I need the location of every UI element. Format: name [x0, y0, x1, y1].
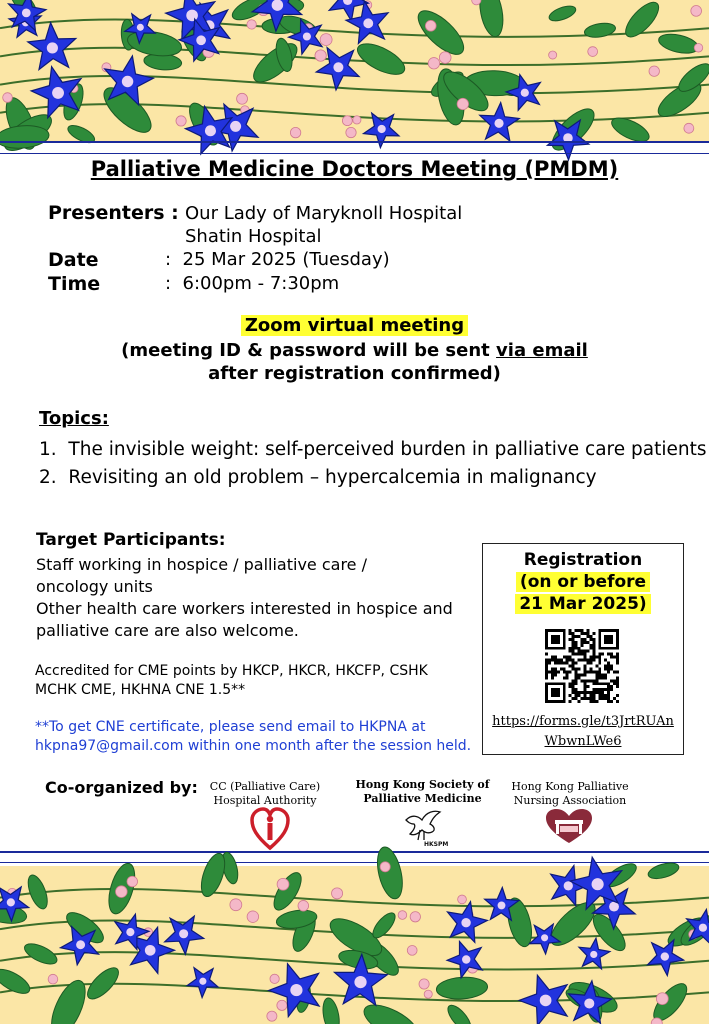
bud-icon [424, 990, 432, 998]
via-email-text: via email [496, 340, 588, 361]
top-floral-banner [0, 0, 709, 141]
bud-icon [48, 974, 58, 984]
time-label: Time [48, 273, 101, 295]
flower-center [461, 918, 470, 927]
flower-center [7, 898, 15, 906]
organizer-3-name: Hong Kong Palliative Nursing Association [511, 780, 629, 807]
participants-heading: Target Participants: [36, 530, 226, 550]
bud-icon [458, 895, 467, 904]
floral-pattern-bottom [0, 866, 709, 1024]
cne-note-line-2: hkpna97@gmail.com within one month after the session held. [35, 738, 472, 754]
flower-center [230, 121, 241, 132]
topic-2: 2. Revisiting an old problem – hypercalcemia in malignancy [39, 467, 597, 488]
leaf-icon [359, 998, 423, 1024]
page-title: Palliative Medicine Doctors Meeting (PMDM) [90, 157, 619, 181]
bottom-floral-banner [0, 866, 709, 1024]
leaf-icon [0, 965, 33, 998]
floral-pattern-top [0, 0, 709, 141]
flower-center [541, 934, 548, 941]
topics-heading: Topics: [39, 408, 109, 429]
bud-icon [176, 116, 186, 126]
leaf-icon [369, 909, 399, 941]
leaf-icon [444, 1002, 475, 1024]
registration-link[interactable]: https://forms.gle/t3JrtRUAn WbwnLWe6 [492, 714, 674, 749]
flower-center [661, 952, 669, 960]
bud-icon [332, 888, 343, 899]
flower-center [52, 87, 64, 99]
flower-center [303, 32, 311, 40]
bud-icon [298, 900, 309, 911]
bottom-rule-thin [0, 862, 709, 863]
top-rule-thin [0, 153, 709, 154]
bud-icon [398, 911, 407, 920]
leaf-icon [648, 979, 692, 1024]
flower-center [590, 951, 597, 958]
hospital-authority-logo [250, 808, 290, 850]
bud-icon [428, 58, 439, 69]
leaf-icon [646, 860, 680, 882]
flower-center [363, 18, 373, 28]
bud-icon [247, 911, 259, 923]
accreditation-line-2: MCHK CME, HKHNA CNE 1.5** [35, 682, 246, 698]
registration-title: Registration [523, 550, 643, 570]
flower-center [47, 42, 58, 53]
date-value: : 25 Mar 2025 (Tuesday) [165, 249, 390, 270]
qr-code[interactable] [545, 629, 619, 703]
flower-center [498, 901, 506, 909]
participants-line-4: palliative care are also welcome. [36, 621, 299, 640]
presenter-2: Shatin Hospital [185, 226, 322, 247]
flower-center [592, 878, 604, 890]
registration-box [482, 543, 684, 755]
leaf-icon [248, 37, 303, 88]
leaf-icon [657, 31, 700, 57]
bud-icon [380, 862, 390, 872]
bud-icon [290, 127, 300, 137]
zoom-meeting: Zoom virtual meeting [0, 315, 709, 336]
bud-icon [127, 876, 138, 887]
bud-icon [267, 1011, 277, 1021]
accreditation-line-1: Accredited for CME points by HKCP, HKCR, HKCFP, CSHK [35, 663, 428, 679]
flower-center [540, 995, 552, 1007]
leaf-icon [373, 845, 407, 902]
bud-icon [270, 974, 279, 983]
flower-center [584, 998, 594, 1008]
flower-center [76, 940, 85, 949]
bud-icon [315, 50, 326, 61]
hkspm-dove-logo [402, 806, 449, 848]
flower-center [333, 62, 343, 72]
bud-icon [649, 66, 659, 76]
bud-icon [320, 34, 332, 46]
presenter-1: Our Lady of Maryknoll Hospital [185, 203, 463, 224]
hkspm-logo-text: HKSPM [424, 841, 449, 848]
leaf-icon [353, 38, 409, 81]
bud-icon [407, 945, 417, 955]
bud-icon [425, 20, 436, 31]
participants-line-2: oncology units [36, 577, 153, 596]
flower-center [137, 24, 144, 31]
leaf-icon [411, 4, 470, 61]
registration-deadline-1: (on or before [483, 572, 683, 592]
flower-center [22, 9, 31, 18]
flower-center [699, 924, 707, 932]
registration-deadline-2: 21 Mar 2025) [483, 594, 683, 614]
flower-center [354, 976, 366, 988]
bud-icon [230, 899, 242, 911]
bud-icon [353, 116, 361, 124]
flower-center [126, 928, 134, 936]
flower-center [145, 945, 156, 956]
bud-icon [116, 886, 128, 898]
top-rule [0, 141, 709, 143]
flower-center [122, 76, 133, 87]
meeting-note-line2: after registration confirmed) [208, 363, 501, 384]
leaf-icon [620, 0, 664, 42]
bud-icon [439, 52, 451, 64]
presenters-label: Presenters : [48, 202, 179, 224]
participants-line-3: Other health care workers interested in hospice and [36, 599, 453, 618]
organizer-2-name: Hong Kong Society of Palliative Medicine [355, 778, 490, 805]
leaf-icon [583, 21, 616, 39]
leaf-icon [22, 940, 60, 968]
bud-icon [237, 93, 248, 104]
flower-center [521, 89, 529, 97]
participants-line-1: Staff working in hospice / palliative care / [36, 555, 367, 574]
bud-icon [410, 912, 420, 922]
topic-1: 1. The invisible weight: self-perceived burden in palliative care patients [39, 439, 707, 460]
flower-center [196, 35, 206, 45]
bud-icon [419, 979, 429, 989]
bud-icon [457, 98, 468, 109]
date-label: Date [48, 249, 99, 271]
flower-center [378, 125, 386, 133]
bud-icon [247, 20, 256, 29]
bud-icon [691, 6, 702, 17]
bud-icon [588, 47, 598, 57]
bud-icon [277, 878, 289, 890]
bud-icon [342, 116, 352, 126]
meeting-note-line1: (meeting ID & password will be sent via email [121, 340, 588, 361]
flower-center [564, 881, 573, 890]
hkpna-logo [544, 808, 594, 844]
leaf-icon [476, 0, 506, 39]
organizer-1-name: CC (Palliative Care) Hospital Authority [209, 780, 321, 807]
flower-center [494, 119, 503, 128]
bud-icon [3, 93, 13, 103]
leaf-icon [436, 976, 488, 1001]
bud-icon [277, 1000, 287, 1010]
bud-icon [346, 127, 356, 137]
flower-center [186, 10, 198, 22]
flower-center [290, 984, 302, 996]
bud-icon [656, 993, 668, 1005]
flower-center [205, 125, 216, 136]
flower-center [179, 929, 188, 938]
flower-center [199, 978, 206, 985]
bottom-rule [0, 851, 709, 853]
time-value: : 6:00pm - 7:30pm [165, 273, 340, 294]
bud-icon [694, 44, 703, 53]
coorganized-label: Co-organized by: [45, 778, 198, 797]
leaf-icon [547, 3, 577, 24]
leaf-icon [320, 997, 341, 1024]
bud-icon [684, 123, 694, 133]
flower-center [462, 955, 470, 963]
cne-note-line-1: **To get CNE certificate, please send email to HKPNA at [35, 719, 426, 735]
bud-icon [549, 51, 557, 59]
